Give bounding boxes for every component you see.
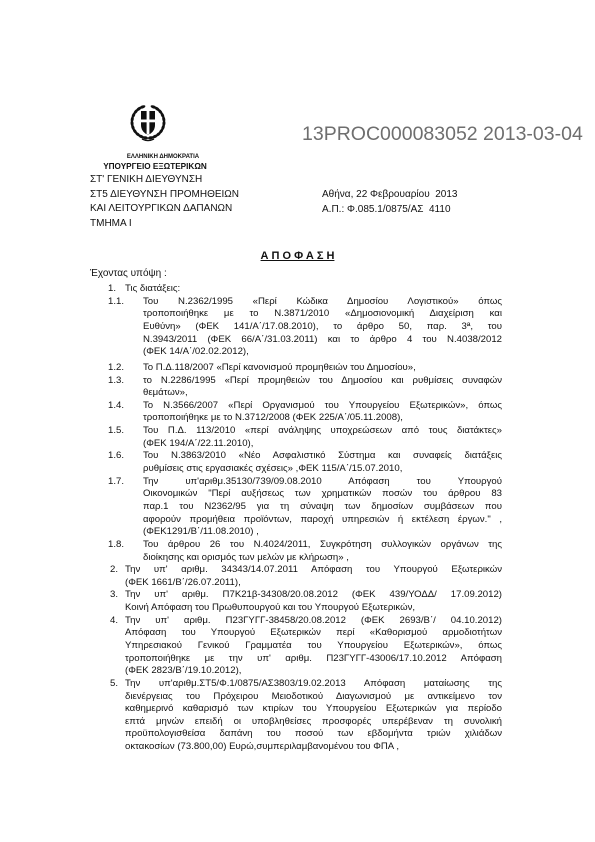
directorate-continued: ΚΑΙ ΛΕΙΤΟΥΡΓΙΚΩΝ ΔΑΠΑΝΩΝ — [90, 203, 233, 215]
provision-number: 1.3. — [108, 374, 125, 386]
text-line: (ΦΕΚ1291/Β΄/11.08.2010) , — [143, 526, 259, 538]
provision-item — [0, 375, 595, 400]
provision-text — [143, 400, 502, 425]
provisions-number: 1. — [108, 282, 117, 294]
place-date: Αθήνα, 22 Φεβρουαρίου 2013 — [322, 188, 458, 200]
consideration-item — [0, 678, 595, 754]
text-line: αφορούν προμήθεια προϊόντων, παροχή υπηρεσιών ή εκτέλεση έργων." , — [143, 513, 502, 525]
text-line: επτά μηνών επειδή οι υποβληθείσες προσφορές υπερέβεναν τη συνολική — [125, 715, 502, 727]
text-line: καθημερινό καθαρισμό των κτιρίων του Υπουργείου Εξωτερικών για περίοδο — [125, 703, 502, 715]
provision-number: 1.4. — [108, 399, 125, 411]
text-line: (ΦΕΚ 14/Α΄/02.02.2012), — [143, 346, 249, 358]
text-line: Κοινή Απόφαση του Πρωθυπουργού και του Υπουργού Εξωτερικών, — [125, 602, 416, 614]
text-line: Απόφαση του Υπουργού Εξωτερικών περί «Καθορισμού αρμοδιοτήτων — [125, 627, 502, 639]
provision-item — [0, 450, 595, 475]
consideration-item — [0, 564, 595, 589]
consideration-item — [0, 589, 595, 614]
text-line: το Ν.2286/1995 «Περί προμηθειών του Δημοσίου και ρυθμίσεις συναφών — [143, 374, 502, 386]
consideration-number: 3. — [110, 589, 119, 601]
provisions-heading-text: Τις διατάξεις: — [125, 282, 181, 294]
consideration-text — [125, 589, 502, 614]
consideration-number: 4. — [110, 614, 119, 626]
text-line: Του Π.Δ. 113/2010 «περί ανάληψης υποχρεώσεων από τους διατάκτες» — [143, 425, 502, 437]
text-line: (ΦΕΚ 194/Α΄/22.11.2010), — [143, 437, 254, 449]
section: ΤΜΗΜΑ Ι — [90, 217, 132, 229]
text-line: Του Ν.2362/1995 «Περί Κώδικα Δημοσίου Λογιστικού» όπως — [143, 295, 502, 307]
text-line: Το Π.Δ.118/2007 «Περί κανονισμού προμηθειών του Δημοσίου», — [143, 361, 416, 373]
document-meta — [322, 187, 457, 217]
text-line: Την υπ' αριθμ. Π7Κ21β-34308/20.08.2012 (ΦΕΚ 439/ΥΟΔΔ/ 17.09.2012) — [125, 589, 502, 601]
text-line: διενέργειας του Πρόχειρου Μειοδοτικού Διαγωνισμού με αντικείμενο τον — [125, 690, 502, 702]
provision-text — [143, 375, 502, 400]
text-line: τροποποιήθηκε με την υπ' αριθμ. Π23ΓΥΓΓ-43006/17.10.2012 Απόφαση — [125, 652, 502, 664]
consideration-item — [0, 615, 595, 678]
protocol-number: Α.Π.: Φ.085.1/0875/ΑΣ 4110 — [322, 203, 451, 215]
general-directorate: ΣΤ' ΓΕΝΙΚΗ ΔΙΕΥΘΥΝΣΗ — [90, 174, 203, 185]
text-line: τροποποιήθηκε με το Ν.3712/2008 (ΦΕΚ 225/Α΄/05.11.2008), — [143, 412, 403, 424]
text-line: Το Ν.3566/2007 «Περί Οργανισμού του Υπουργείου Εξωτερικών», όπως — [143, 399, 502, 411]
considerations-list — [0, 564, 595, 754]
cross-horizontal — [141, 120, 155, 123]
provision-item — [0, 296, 595, 359]
document-title: Α Π Ο Φ Α Σ Η — [260, 250, 335, 262]
issuing-units — [90, 173, 239, 231]
provision-item — [0, 476, 595, 539]
greek-coat-of-arms-icon — [128, 100, 168, 144]
text-line: διοίκησης και ορισμός των μελών με κλήρωση» , — [143, 551, 349, 563]
provision-number: 1.1. — [108, 295, 125, 307]
ribbon — [142, 139, 154, 141]
text-line: Ν.3943/2011 (ΦΕΚ 66/Α΄/31.03.2011) και το άρθρο 4 του Ν.4038/2012 — [143, 333, 502, 345]
provisions-list — [0, 296, 595, 564]
text-line: Την υπ' αριθμ. 34343/14.07.2011 Απόφαση του Υπουργού Εξωτερικών — [125, 564, 502, 576]
text-line: Την υπ'αριθμ.ΣΤ5/Φ.1/0875/ΑΣ3803/19.02.2013 Απόφαση ματαίωσης της — [125, 677, 502, 689]
text-line: ρυθμίσεις στις εργασιακές σχέσεις» ,ΦΕΚ 115/Α΄/15.07.2010, — [143, 463, 403, 475]
directorate: ΣΤ5 ΔΙΕΥΘΥΝΣΗ ΠΡΟΜΗΘΕΙΩΝ — [90, 188, 239, 200]
provision-number: 1.5. — [108, 425, 125, 437]
text-line: (ΦΕΚ 2823/Β΄/19.10.2012), — [125, 665, 242, 677]
consideration-text — [125, 678, 502, 754]
decision-body — [0, 296, 595, 754]
text-line: οκτακοσίων (73.800,00) Ευρώ,συμπεριλαμβανομένου του ΦΠΑ , — [125, 741, 399, 753]
provision-number: 1.8. — [108, 538, 125, 550]
provision-item — [0, 425, 595, 450]
consideration-number: 2. — [110, 564, 119, 576]
provision-text — [143, 450, 502, 475]
consideration-text — [125, 564, 502, 589]
provision-number: 1.2. — [108, 361, 125, 373]
provision-text — [143, 425, 502, 450]
consideration-text — [125, 615, 502, 678]
text-line: Ευθύνη» (ΦΕΚ 141/Α΄/17.08.2010), το άρθρο 50, παρ. 3ª, του — [143, 320, 502, 332]
text-line: Του Ν.3863/2010 «Νέο Ασφαλιστικό Σύστημα και συναφείς διατάξεις — [143, 450, 502, 462]
provision-text — [143, 539, 502, 564]
text-line: Την υπ' αριθμ. Π23ΓΥΓΓ-38458/20.08.2012 (ΦΕΚ 2693/Β΄/ 04.10.2012) — [125, 614, 502, 626]
text-line: Υπηρεσιακού Γενικού Γραμματέα του Υπουργείου Εξωτερικών», όπως — [125, 639, 502, 651]
provision-text — [143, 296, 502, 359]
provision-item — [0, 362, 595, 375]
cross-vertical — [147, 111, 150, 135]
text-line: τροποποιήθηκε με το Ν.3871/2010 «Δημοσιονομική Διαχείριση και — [143, 308, 502, 320]
preamble: Έχοντας υπόψη : — [90, 268, 167, 279]
consideration-number: 5. — [110, 677, 119, 689]
provision-text — [143, 362, 502, 375]
text-line: παρ.1 του Ν2362/95 για τη σύναψη των δημοσίων συμβάσεων που — [143, 500, 502, 512]
ministry-label: ΥΠΟΥΡΓΕΙΟ ΕΞΩΤΕΡΙΚΩΝ — [103, 162, 207, 171]
document-stamp-id: 13PROC000083052 2013-03-04 — [302, 123, 583, 145]
provision-item — [0, 539, 595, 564]
republic-label: ΕΛΛΗΝΙΚΗ ΔΗΜΟΚΡΑΤΙΑ — [126, 154, 200, 160]
provisions-heading — [0, 283, 595, 296]
text-line: θεμάτων», — [143, 387, 188, 399]
text-line: προϋπολογισθείσα δαπάνη του ποσού των εβδομήντα τριών χιλιάδων — [125, 728, 502, 740]
provision-number: 1.6. — [108, 450, 125, 462]
text-line: Του άρθρου 26 του Ν.4024/2011, Συγκρότηση συλλογικών οργάνων της — [143, 538, 502, 550]
provision-item — [0, 400, 595, 425]
text-line: Οικονομικών "Περί αυξήσεως των χρηματικών ποσών του άρθρου 83 — [143, 488, 502, 500]
text-line: (ΦΕΚ 1661/Β΄/26.07.2011), — [125, 576, 241, 588]
provision-text — [143, 476, 502, 539]
text-line: Την υπ'αριθμ.35130/739/09.08.2010 Απόφαση του Υπουργού — [143, 475, 502, 487]
provision-number: 1.7. — [108, 475, 125, 487]
